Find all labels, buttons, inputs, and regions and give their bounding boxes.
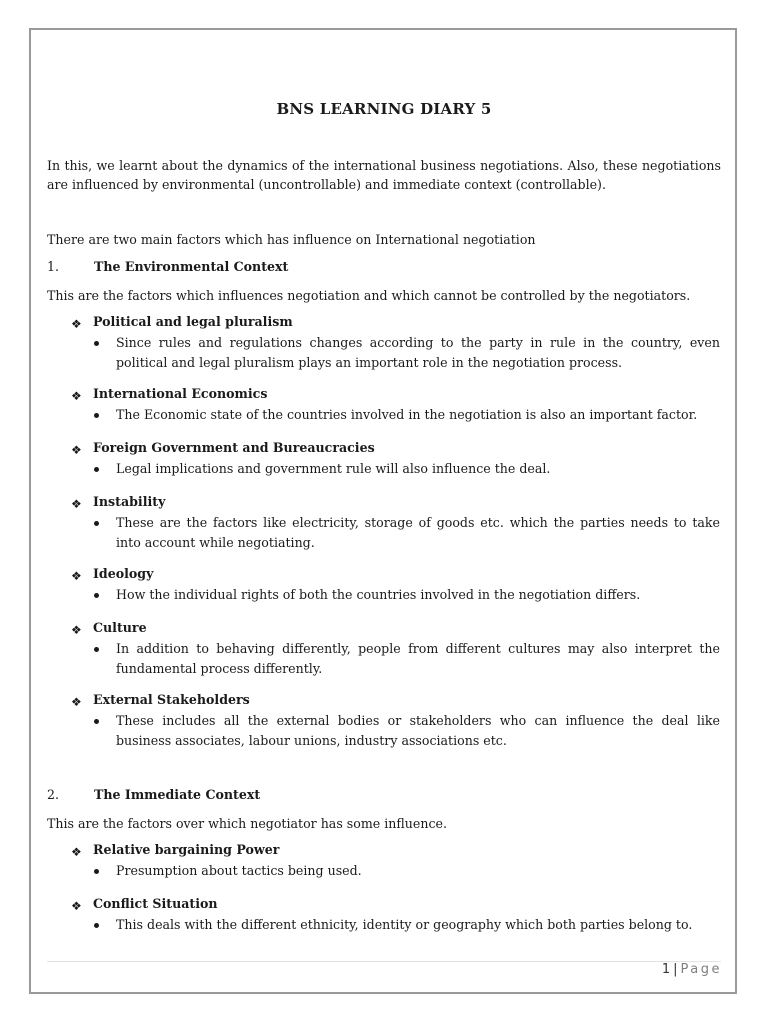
- item-heading: Culture: [93, 620, 147, 635]
- diamond-bullet-icon: ❖: [71, 569, 82, 583]
- diamond-bullet-icon: ❖: [71, 389, 82, 403]
- footer-divider: [47, 961, 721, 962]
- document-title: BNS LEARNING DIARY 5: [276, 100, 492, 118]
- diamond-bullet-icon: ❖: [71, 497, 82, 511]
- section-1-heading: The Environmental Context: [94, 259, 289, 274]
- section-2-description: This are the factors over which negotiator has some influence.: [47, 816, 447, 831]
- footer-separator: |: [673, 962, 678, 977]
- item-text: How the individual rights of both the countries involved in the negotiation differs.: [116, 587, 641, 602]
- item-text: In addition to behaving differently, people from different cultures may also interpret the fundamental process differently.: [116, 641, 720, 676]
- diamond-bullet-icon: ❖: [71, 899, 82, 913]
- diamond-bullet-icon: ❖: [71, 317, 82, 331]
- item-heading: Foreign Government and Bureaucracies: [93, 440, 375, 455]
- bullet-dot-icon: [94, 593, 99, 598]
- page-footer: [662, 962, 722, 977]
- bullet-dot-icon: [94, 341, 99, 346]
- item-text: This deals with the different ethnicity, identity or geography which both parties belong to.: [116, 917, 693, 932]
- bullet-dot-icon: [94, 647, 99, 652]
- item-text: These are the factors like electricity, storage of goods etc. which the parties needs to take into account while negotiating.: [116, 515, 720, 550]
- item-heading: Conflict Situation: [93, 896, 218, 911]
- section-1-number: 1.: [47, 259, 60, 274]
- bullet-dot-icon: [94, 521, 99, 526]
- diamond-bullet-icon: ❖: [71, 623, 82, 637]
- diamond-bullet-icon: ❖: [71, 695, 82, 709]
- item-text: Presumption about tactics being used.: [116, 863, 362, 878]
- page-number: 1: [661, 962, 671, 977]
- item-heading: International Economics: [93, 386, 268, 401]
- item-heading: Political and legal pluralism: [93, 314, 293, 329]
- item-heading: Instability: [93, 494, 166, 509]
- item-heading: Relative bargaining Power: [93, 842, 280, 857]
- diamond-bullet-icon: ❖: [71, 845, 82, 859]
- bullet-dot-icon: [94, 719, 99, 724]
- item-heading: External Stakeholders: [93, 692, 250, 707]
- diamond-bullet-icon: ❖: [71, 443, 82, 457]
- item-text: The Economic state of the countries involved in the negotiation is also an important factor.: [116, 407, 698, 422]
- bullet-dot-icon: [94, 923, 99, 928]
- bullet-dot-icon: [94, 467, 99, 472]
- item-text: Legal implications and government rule will also influence the deal.: [116, 461, 551, 476]
- bullet-dot-icon: [94, 869, 99, 874]
- item-text: Since rules and regulations changes according to the party in rule in the country, even political and legal pluralism plays an important role in the negotiation process.: [116, 335, 720, 370]
- intro-paragraph: In this, we learnt about the dynamics of the international business negotiations. Also, these negotiations are influenced by environmental (uncontrollable) and immediate context (controllable).: [47, 158, 721, 192]
- item-heading: Ideology: [93, 566, 154, 581]
- section-1-description: This are the factors which influences negotiation and which cannot be controlled by the negotiators.: [47, 288, 691, 303]
- section-2-heading: The Immediate Context: [94, 787, 261, 802]
- item-text: These includes all the external bodies or stakeholders who can influence the deal like business associates, labour unions, industry associations etc.: [116, 713, 720, 748]
- bullet-dot-icon: [94, 413, 99, 418]
- section-2-number: 2.: [47, 787, 60, 802]
- factors-intro: There are two main factors which has influence on International negotiation: [47, 232, 536, 247]
- page-label: Page: [680, 962, 722, 977]
